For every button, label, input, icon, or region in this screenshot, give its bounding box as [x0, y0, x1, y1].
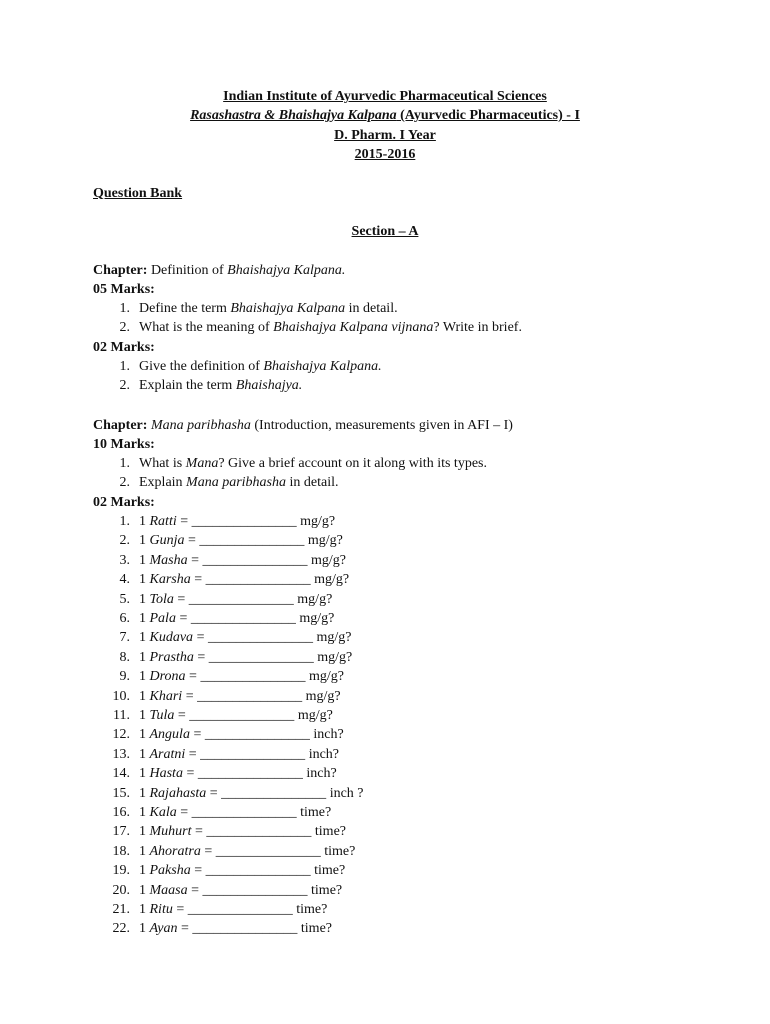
- item-text: 1 Khari = _______________ mg/g?: [139, 688, 341, 704]
- italic-term: Bhaishajya Kalpana.: [263, 359, 382, 374]
- item-number: 13.: [112, 746, 130, 762]
- item-text: 1 Masha = _______________ mg/g?: [139, 552, 347, 568]
- item-number: 3.: [119, 552, 130, 568]
- italic-term: Bhaishajya Kalpana vijnana: [273, 320, 434, 336]
- item-text: 1 Kudava = _______________ mg/g?: [139, 630, 352, 646]
- item-number: 7.: [119, 630, 130, 646]
- unit-name: Drona: [149, 669, 186, 685]
- item-number: 18.: [112, 843, 130, 859]
- unit-name: Aratni: [149, 746, 186, 762]
- marks-label: 10 Marks:: [93, 437, 155, 452]
- marks-label: 02 Marks:: [93, 495, 155, 510]
- unit-name: Tola: [149, 591, 174, 607]
- item-number: 2.: [119, 320, 130, 336]
- text-part: in detail.: [345, 301, 398, 316]
- unit-answer: mg/g?: [317, 649, 353, 665]
- item-number: 20.: [112, 882, 130, 898]
- unit-answer: inch?: [306, 766, 337, 782]
- unit-answer: time?: [324, 843, 356, 859]
- text-part: in detail.: [286, 475, 339, 491]
- item-number: 2.: [119, 533, 130, 549]
- item-text: 1 Ayan = _______________ time?: [139, 921, 333, 937]
- item-number: 10.: [112, 688, 130, 704]
- item-text: 1 Ratti = _______________ mg/g?: [139, 514, 336, 529]
- item-number: 14.: [112, 766, 130, 782]
- item-number: 15.: [112, 785, 130, 801]
- unit-answer: mg/g?: [307, 533, 343, 549]
- unit-name: Prastha: [149, 649, 194, 665]
- item-text: [139, 475, 339, 491]
- item-text: 1 Ahoratra = _______________ time?: [139, 843, 356, 859]
- italic-term: Mana: [185, 456, 219, 471]
- unit-answer: time?: [296, 902, 328, 917]
- unit-name: Karsha: [149, 572, 191, 588]
- unit-answer: mg/g?: [314, 572, 350, 588]
- item-number: 1.: [119, 301, 130, 316]
- item-number: 4.: [119, 572, 130, 588]
- unit-answer: mg/g?: [311, 552, 347, 568]
- unit-name: Kudava: [149, 630, 194, 646]
- unit-answer: time?: [314, 863, 346, 879]
- unit-answer: inch ?: [329, 785, 364, 801]
- unit-name: Ritu: [149, 902, 173, 917]
- item-text: 1 Aratni = _______________ inch?: [139, 746, 340, 762]
- unit-answer: mg/g?: [300, 514, 336, 529]
- unit-answer: mg/g?: [316, 630, 352, 646]
- unit-name: Angula: [149, 727, 190, 743]
- unit-name: Tula: [149, 708, 175, 723]
- unit-answer: mg/g?: [305, 688, 341, 704]
- unit-answer: mg/g?: [299, 611, 335, 626]
- unit-answer: inch?: [308, 746, 340, 762]
- unit-name: Muhurt: [149, 824, 192, 840]
- item-number: 17.: [112, 824, 130, 840]
- text-part: What is: [139, 456, 186, 471]
- marks-label: 02 Marks:: [93, 340, 155, 355]
- item-number: 2.: [119, 378, 130, 394]
- unit-answer: mg/g?: [297, 708, 333, 723]
- item-number: 2.: [119, 475, 130, 491]
- item-text: 1 Maasa = _______________ time?: [139, 882, 343, 898]
- item-number: 1.: [119, 456, 130, 471]
- item-text: 1 Tula = _______________ mg/g?: [139, 708, 333, 723]
- item-text: 1 Gunja = _______________ mg/g?: [139, 533, 343, 549]
- italic-term: Bhaishajya Kalpana: [230, 301, 346, 316]
- text-part: ? Write in brief.: [433, 320, 522, 336]
- item-number: 19.: [112, 863, 130, 879]
- item-text: 1 Prastha = _______________ mg/g?: [139, 649, 353, 665]
- italic-term: Mana paribhasha: [186, 475, 286, 491]
- unit-answer: time?: [300, 805, 332, 820]
- item-number: 9.: [119, 669, 130, 685]
- subject-title: Rasashastra & Bhaishajya Kalpana (Ayurvedic Pharmaceutics) - I: [190, 108, 580, 123]
- text-part: Define the term: [139, 301, 231, 316]
- item-text: 1 Paksha = _______________ time?: [139, 863, 346, 879]
- unit-name: Pala: [149, 611, 176, 626]
- text-part: Explain the term: [139, 378, 236, 394]
- item-text: 1 Kala = _______________ time?: [139, 805, 332, 820]
- item-text: 1 Muhurt = _______________ time?: [139, 824, 347, 840]
- unit-answer: time?: [314, 824, 347, 840]
- item-text: [139, 320, 522, 336]
- unit-name: Kala: [149, 805, 177, 820]
- item-text: [139, 456, 487, 472]
- unit-answer: mg/g?: [297, 591, 333, 607]
- chapter-1-heading: Chapter: Definition of Bhaishajya Kalpana.: [93, 263, 346, 278]
- item-text: 1 Tola = _______________ mg/g?: [139, 591, 333, 607]
- item-text: [139, 378, 302, 394]
- course-title: D. Pharm. I Year: [334, 128, 436, 143]
- unit-name: Rajahasta: [149, 785, 207, 801]
- text-part: Give the definition of: [139, 359, 264, 374]
- item-text: 1 Drona = _______________ mg/g?: [139, 669, 344, 685]
- item-number: 11.: [113, 708, 130, 723]
- item-text: 1 Karsha = _______________ mg/g?: [139, 572, 350, 588]
- item-number: 1.: [119, 514, 130, 529]
- unit-answer: inch?: [313, 727, 344, 743]
- item-text: 1 Ritu = _______________ time?: [139, 902, 328, 917]
- question-bank-heading: Question Bank: [93, 186, 183, 201]
- item-text: 1 Hasta = _______________ inch?: [139, 766, 337, 782]
- year-title: 2015-2016: [354, 147, 416, 162]
- item-text: [139, 359, 382, 375]
- item-number: 8.: [119, 649, 130, 665]
- text-part: What is the meaning of: [139, 320, 274, 336]
- unit-answer: time?: [300, 921, 333, 937]
- item-number: 1.: [119, 359, 130, 374]
- text-part: ? Give a brief account on it along with its types.: [218, 456, 487, 471]
- unit-name: Ratti: [149, 514, 177, 529]
- item-number: 12.: [112, 727, 130, 743]
- italic-term: Bhaishajya.: [235, 378, 303, 394]
- unit-name: Masha: [149, 552, 188, 568]
- unit-name: Gunja: [149, 533, 185, 549]
- unit-name: Ayan: [149, 921, 178, 937]
- institute-title: Indian Institute of Ayurvedic Pharmaceutical Sciences: [223, 89, 547, 104]
- unit-name: Khari: [149, 688, 183, 704]
- item-number: 22.: [112, 921, 130, 937]
- unit-answer: time?: [311, 882, 343, 898]
- item-number: 5.: [119, 591, 130, 607]
- unit-name: Paksha: [149, 863, 191, 879]
- section-heading: Section – A: [351, 224, 419, 239]
- item-number: 6.: [119, 611, 130, 626]
- item-text: 1 Pala = _______________ mg/g?: [139, 611, 335, 626]
- item-text: 1 Angula = _______________ inch?: [139, 727, 344, 743]
- item-number: 16.: [112, 805, 130, 820]
- unit-name: Maasa: [149, 882, 188, 898]
- item-text: 1 Rajahasta = _______________ inch ?: [139, 785, 364, 801]
- text-part: Explain: [139, 475, 187, 491]
- item-text: [139, 301, 398, 317]
- item-number: 21.: [112, 902, 130, 917]
- marks-label: 05 Marks:: [93, 282, 155, 297]
- unit-answer: mg/g?: [308, 669, 344, 685]
- chapter-2-heading: Chapter: Mana paribhasha (Introduction, measurements given in AFI – I): [93, 418, 513, 433]
- unit-name: Ahoratra: [149, 843, 201, 859]
- unit-name: Hasta: [149, 766, 183, 782]
